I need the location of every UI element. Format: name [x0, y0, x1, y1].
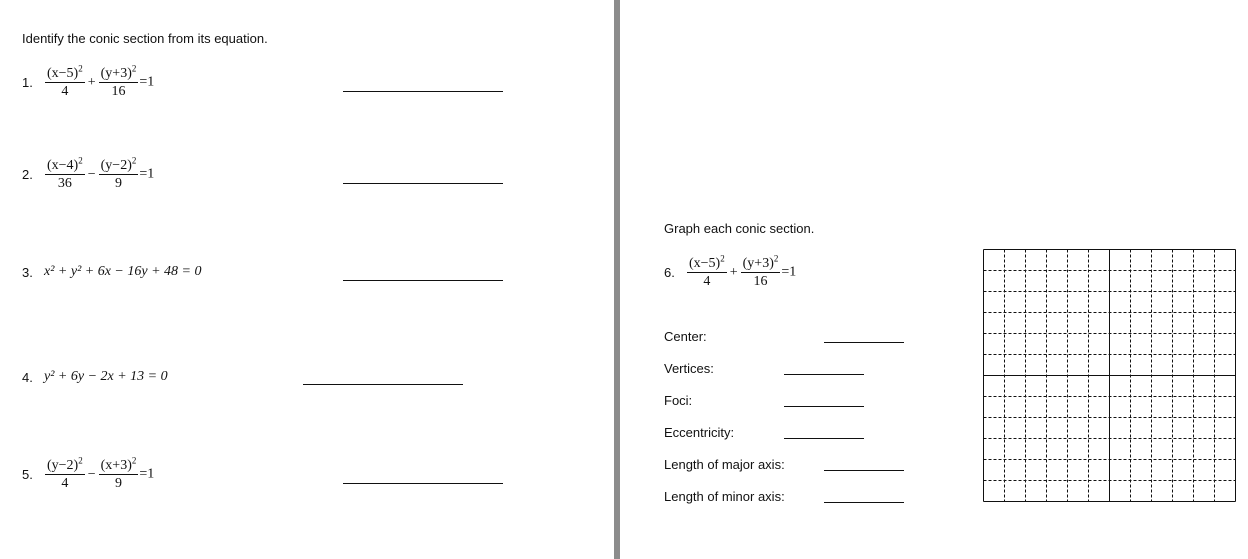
center-label: Center:: [664, 329, 707, 344]
graph-instruction: Graph each conic section.: [664, 221, 815, 236]
major-axis-answer-line[interactable]: [824, 470, 904, 471]
problem-number: 4.: [22, 369, 33, 385]
foci-answer-line[interactable]: [784, 406, 864, 407]
eccentricity-answer-line[interactable]: [784, 438, 864, 439]
equation: x² + y² + 6x − 16y + 48 = 0: [44, 264, 202, 279]
equation: $\frac{(x-4)^2}{36}$ − $\frac{(y-2)^2}{9}$ =1: [47, 155, 155, 191]
problem-6: [664, 253, 797, 289]
foci-label: Foci:: [664, 393, 693, 408]
problem-number: 5.: [22, 467, 33, 482]
problem-number: 3.: [22, 264, 33, 280]
identify-instruction: Identify the conic section from its equation.: [22, 31, 268, 46]
minor-axis-answer-line[interactable]: [824, 502, 904, 503]
eccentricity-label: Eccentricity:: [664, 425, 735, 440]
grid-lines: [984, 250, 1236, 502]
major-axis-label: Length of major axis:: [664, 457, 785, 472]
problem-number: 6.: [664, 265, 675, 280]
problem-number: 1.: [22, 75, 33, 90]
vertices-label: Vertices:: [664, 361, 714, 376]
equation: $\frac{(y-2)^2}{4}$ − $\frac{(x+3)^2}{9}$ =1: [47, 455, 155, 491]
minor-axis-label: Length of minor axis:: [664, 489, 785, 504]
equation: $\frac{(x-5)^2}{4}$ + $\frac{(y+3)^2}{16}$ =1: [689, 253, 797, 289]
graph-grid[interactable]: [983, 249, 1236, 502]
center-answer-line[interactable]: [824, 342, 904, 343]
equation: y² + 6y − 2x + 13 = 0: [44, 369, 168, 384]
problem-number: 2.: [22, 167, 33, 182]
equation: $\frac{(x-5)^2}{4}$ + $\frac{(y+3)^2}{16}$ =1: [47, 63, 155, 99]
vertices-answer-line[interactable]: [784, 374, 864, 375]
